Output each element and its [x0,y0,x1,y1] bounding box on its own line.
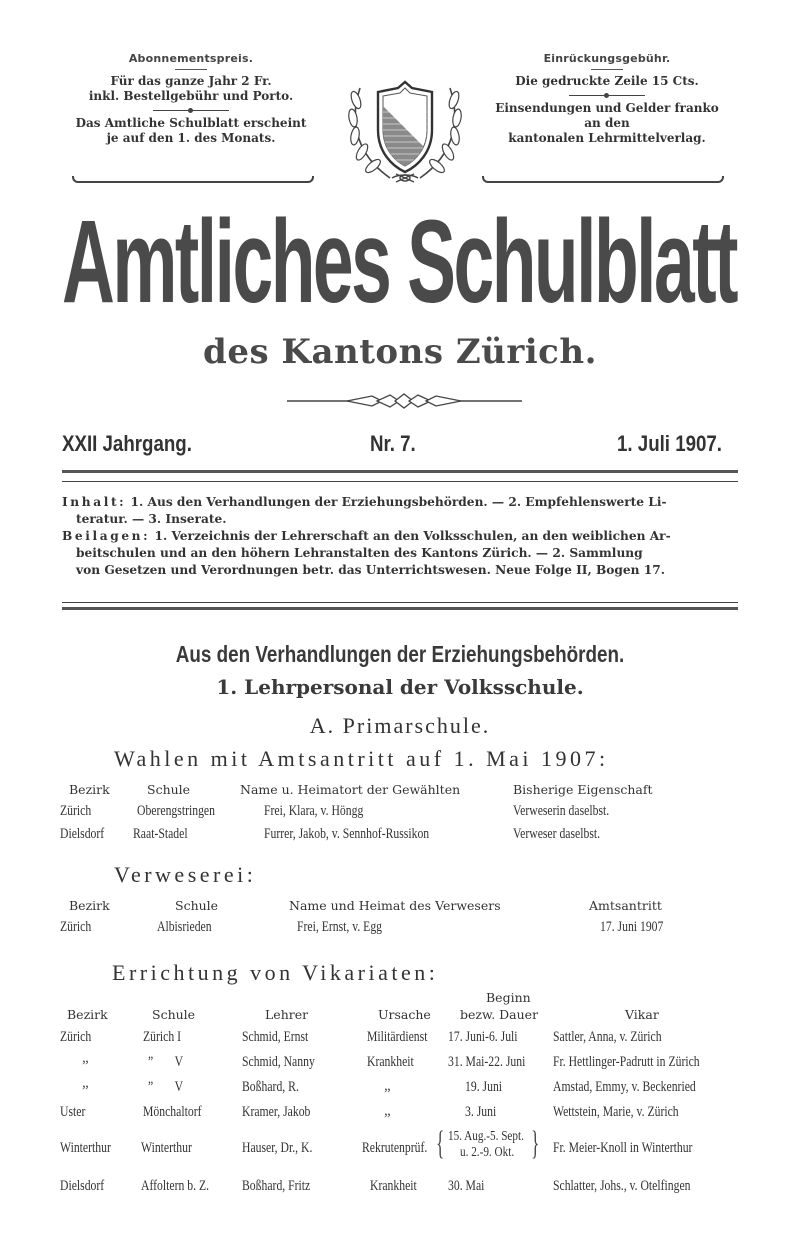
advertising-box [472,52,742,146]
beilagen-text-cont-2: von Gesetzen und Verordnungen betr. das Unterrichtswesen. Neue Folge II, Bogen 17. [76,563,665,577]
cell-bezirk: Zürich [60,1029,92,1045]
publication-title: Amtliches Schulblatt [62,196,736,328]
issue-date: 1. Juli 1907. [617,431,723,456]
publication-note: Das Amtliche Schulblatt erscheint [75,116,307,130]
advertising-rate: Die gedruckte Zeile 15 Cts. [515,74,699,88]
cell-schule: Albisrieden [157,919,212,935]
subscription-fees: inkl. Bestellgebühr und Porto. [88,89,294,103]
cell-ursache: Krankheit [370,1178,417,1194]
cell-schule: ” V [148,1054,193,1070]
cell-bezirk-ditto: ” [82,1083,89,1099]
cell-schule: Winterthur [141,1140,192,1156]
col-name: Name und Heimat des Verwesers [289,898,501,913]
brace-divider [482,176,724,184]
cell-eigenschaft: Verweserin daselbst. [513,803,610,819]
inhalt-text: 1. Aus den Verhandlungen der Erziehungsbehörden. — 2. Empfehlenswerte Li- [130,495,667,509]
col-bezirk: Bezirk [69,782,110,797]
cell-bezirk: Zürich [60,919,92,935]
col-schule: Schule [175,898,219,913]
cell-dauer-line1: 15. Aug.-5. Sept. [448,1129,524,1144]
cell-schule: Oberengstringen [137,803,215,819]
wahlen-heading: Wahlen mit Amtsantritt auf 1. Mai 1907: [114,746,609,771]
cell-schule: Zürich I [143,1029,182,1045]
cell-dauer: 3. Juni [465,1104,497,1120]
cell-lehrer: Boßhard, R. [242,1079,299,1095]
inhalt-text-cont: teratur. — 3. Inserate. [76,512,227,526]
brace-divider [72,176,314,184]
cell-dauer: 17. Juni-6. Juli [448,1029,518,1045]
inhalt-label: Inhalt: [62,495,127,509]
cell-name: Frei, Ernst, v. Egg [297,919,383,935]
dot-divider [153,107,229,114]
cell-ursache: Rekrutenprüf. [362,1140,428,1156]
cell-bezirk: Winterthur [60,1140,111,1156]
cell-dauer: 31. Mai-22. Juni [448,1054,526,1070]
cell-vikar: Fr. Hettlinger-Padrutt in Zürich [553,1054,700,1070]
col-beginn: Beginn [486,990,531,1005]
section-part: A. Primarschule. [309,713,491,738]
col-name: Name u. Heimatort der Gewählten [240,782,461,797]
beilagen-text-cont: beitschulen und an den höhern Lehranstalten des Kantons Zürich. — 2. Sammlung [76,546,643,560]
verweserei-heading: Verweserei: [114,862,257,887]
cell-lehrer: Schmid, Ernst [242,1029,309,1045]
cell-lehrer: Hauser, Dr., K. [242,1140,313,1156]
cell-dauer: 30. Mai [448,1178,485,1194]
cell-bezirk: Zürich [60,803,92,819]
rule [62,602,738,603]
col-ursache: Ursache [378,1007,431,1022]
col-amtsantritt: Amtsantritt [589,898,662,913]
publication-schedule: je auf den 1. des Monats. [106,131,276,145]
cell-lehrer: Boßhard, Fritz [242,1178,311,1194]
cell-lehrer: Schmid, Nanny [242,1054,315,1070]
submission-recipient: kantonalen Lehrmittelverlag. [508,131,706,145]
cell-dauer-line2: u. 2.-9. Okt. [460,1145,515,1160]
cell-dauer: 19. Juni [465,1079,503,1095]
cell-schule: Raat-Stadel [133,826,188,842]
cell-amtsantritt: 17. Juni 1907 [600,919,664,935]
rule [62,470,738,473]
cell-vikar: Amstad, Emmy, v. Beckenried [553,1079,696,1095]
cell-bezirk: Uster [60,1104,86,1120]
col-schule: Schule [147,782,191,797]
cell-eigenschaft: Verweser daselbst. [513,826,601,842]
col-lehrer: Lehrer [265,1007,309,1022]
table-of-contents [62,494,742,579]
col-bezirk: Bezirk [69,898,110,913]
issue-volume: XXII Jahrgang. [62,431,192,456]
divider [591,69,623,70]
subscription-heading: Abonnementspreis. [128,52,254,65]
cell-vikar: Fr. Meier-Knoll in Winterthur [553,1140,693,1156]
col-dauer: bezw. Dauer [460,1007,539,1022]
cell-ursache: Militärdienst [367,1029,428,1045]
col-vikar: Vikar [625,1007,659,1022]
right-brace: } [531,1125,540,1162]
divider [175,69,207,70]
vikariate-heading: Errichtung von Vikariaten: [112,960,439,985]
cell-name: Furrer, Jakob, v. Sennhof-Russikon [264,826,430,842]
col-schule: Schule [152,1007,196,1022]
cell-bezirk-ditto: ” [82,1058,89,1074]
cell-ursache-ditto: ” [384,1111,391,1127]
submission-note: Einsendungen und Gelder franko [495,101,719,115]
cell-vikar: Schlatter, Johs., v. Otelfingen [553,1178,691,1194]
cell-lehrer: Kramer, Jakob [242,1104,311,1120]
cell-schule: Mönchaltorf [143,1104,202,1120]
cell-ursache: Krankheit [367,1054,414,1070]
section-subheading: 1. Lehrpersonal der Volksschule. [216,675,584,699]
publication-subtitle: des Kantons Zürich. [203,332,597,372]
issue-number: Nr. 7. [370,431,416,456]
submission-note-2: an den [584,116,630,130]
cell-ursache-ditto: ” [384,1086,391,1102]
cell-vikar: Sattler, Anna, v. Zürich [553,1029,662,1045]
section-heading: Aus den Verhandlungen der Erziehungsbehörden. [175,641,625,667]
left-brace: { [436,1125,445,1162]
ornament-divider [287,393,522,409]
col-bezirk: Bezirk [67,1007,108,1022]
cell-schule: Affoltern b. Z. [141,1178,210,1194]
cell-bezirk: Dielsdorf [60,826,105,842]
cell-bezirk: Dielsdorf [60,1178,105,1194]
coat-of-arms-icon [340,78,470,190]
cell-schule: ” V [148,1079,193,1095]
advertising-heading: Einrückungsgebühr. [543,52,671,65]
cell-vikar: Wettstein, Marie, v. Zürich [553,1104,679,1120]
col-eigenschaft: Bisherige Eigenschaft [513,782,653,797]
dot-divider [569,92,645,99]
cell-name: Frei, Klara, v. Höngg [264,803,364,819]
subscription-price: Für das ganze Jahr 2 Fr. [110,74,272,88]
subscription-box [60,52,322,146]
rule [62,607,738,610]
beilagen-text: 1. Verzeichnis der Lehrerschaft an den Volksschulen, an den weiblichen Ar- [154,529,671,543]
rule [62,481,738,482]
beilagen-label: Beilagen: [62,529,151,543]
